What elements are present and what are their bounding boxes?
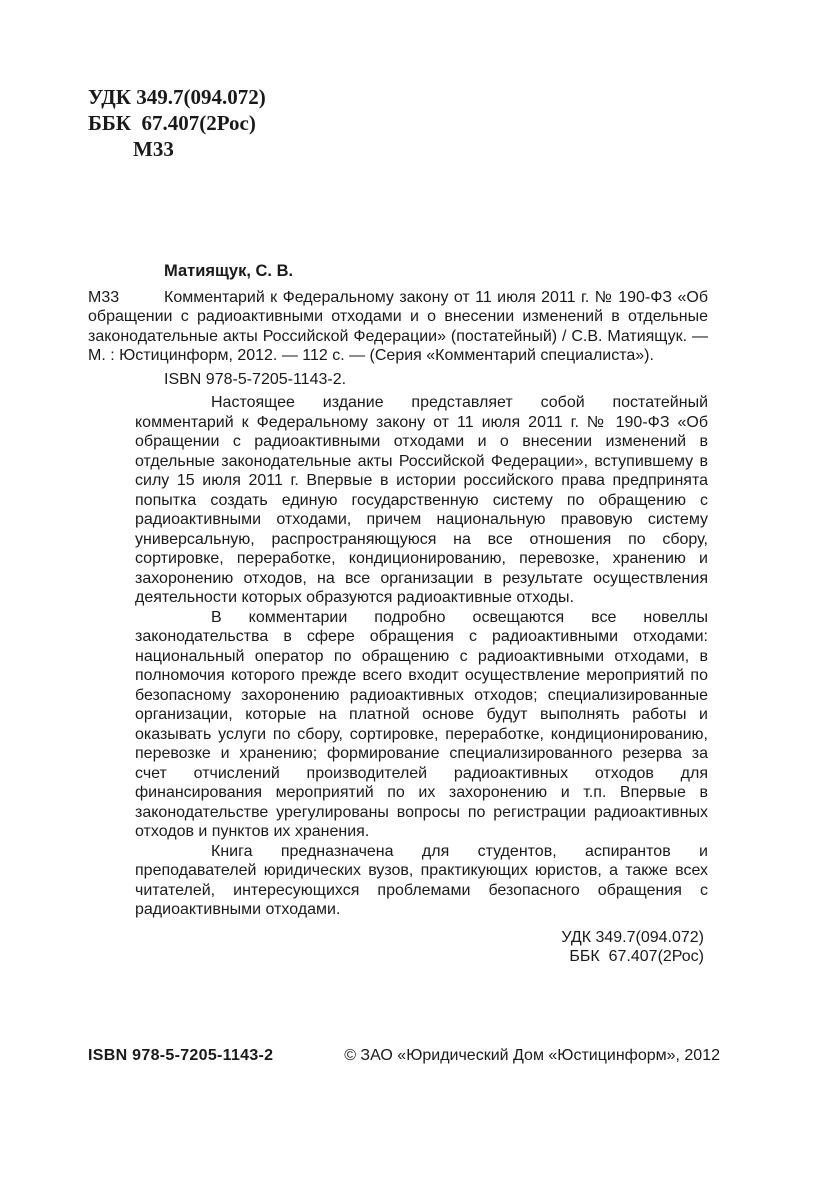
bibliographic-record	[88, 288, 708, 366]
bbk-code: ББК 67.407(2Рос)	[88, 111, 256, 135]
abstract	[88, 393, 708, 920]
abstract-paragraph: Настоящее издание представляет собой постатейный комментарий к Федеральному закону от 11 июля 2011 г. № 190-ФЗ «Об обращении с радиоактивными отходами и о внесении изменений в отдельные законодательные акты Российской Федерации», вступившему в силу 15 июля 2011 г. Впервые в истории российского права предпринята попытка создать единую государственную систему по обращению с радиоактивными отходами, причем национальную правовую систему универсальную, распространяющуюся на все отношения по сбору, сортировке, переработке, кондиционированию, перевозке, хранению и захоронению отходов, на все организации в результате осуществления деятельности которых образуются радиоактивные отходы.	[135, 394, 708, 606]
bbk-code-right: ББК 67.407(2Рос)	[569, 948, 704, 965]
catalog-card	[88, 262, 708, 967]
classification-block	[88, 84, 266, 162]
copyright-notice: © ЗАО «Юридический Дом «Юстицинформ», 2012	[344, 1047, 720, 1064]
udk-code-right: УДК 349.7(094.072)	[561, 928, 704, 946]
author-name: Матиящук, С. В.	[164, 262, 294, 280]
footer-isbn: ISBN 978-5-7205-1143-2	[88, 1047, 274, 1064]
author-sign-code: М33	[133, 137, 174, 161]
udk-code: УДК 349.7(094.072)	[88, 85, 266, 109]
right-classification-codes	[88, 928, 708, 967]
abstract-paragraph: В комментарии подробно освещаются все новеллы законодательства в сфере обращения с радиоактивными отходами: национальный оператор по обращению с радиоактивными отходами, в полномочия которого прежде всего входит осуществление мероприятий по безопасному захоронению радиоактивных отходов; специализированные организации, которые на платной основе будут выполнять работы и оказывать услуги по сбору, сортировке, переработке, кондиционированию, перевозке и хранению; формирование специализированного резерва за счет отчислений производителей радиоактивных отходов для финансирования мероприятий по их захоронению и т.п. Впервые в законодательстве урегулированы вопросы по регистрации радиоактивных отходов и пунктов их хранения.	[135, 608, 708, 840]
side-author-code: М33	[88, 288, 120, 306]
footer	[88, 1047, 720, 1065]
abstract-paragraph: Книга предназначена для студентов, аспирантов и преподавателей юридических вузов, практикующих юристов, а также всех читателей, интересующихся проблемами безопасного обращения с радиоактивными отходами.	[135, 842, 708, 918]
isbn-line: ISBN 978-5-7205-1143-2.	[164, 370, 347, 388]
bibliographic-description: Комментарий к Федеральному закону от 11 июля 2011 г. № 190-ФЗ «Об обращении с радиоактивными отходами и о внесении изменений в отдельные законодательные акты Российской Федерации» (постатейный) / С.В. Матиящук. — М. : Юстицинформ, 2012. — 112 с. — (Серия «Комментарий специалиста»).	[88, 288, 708, 364]
